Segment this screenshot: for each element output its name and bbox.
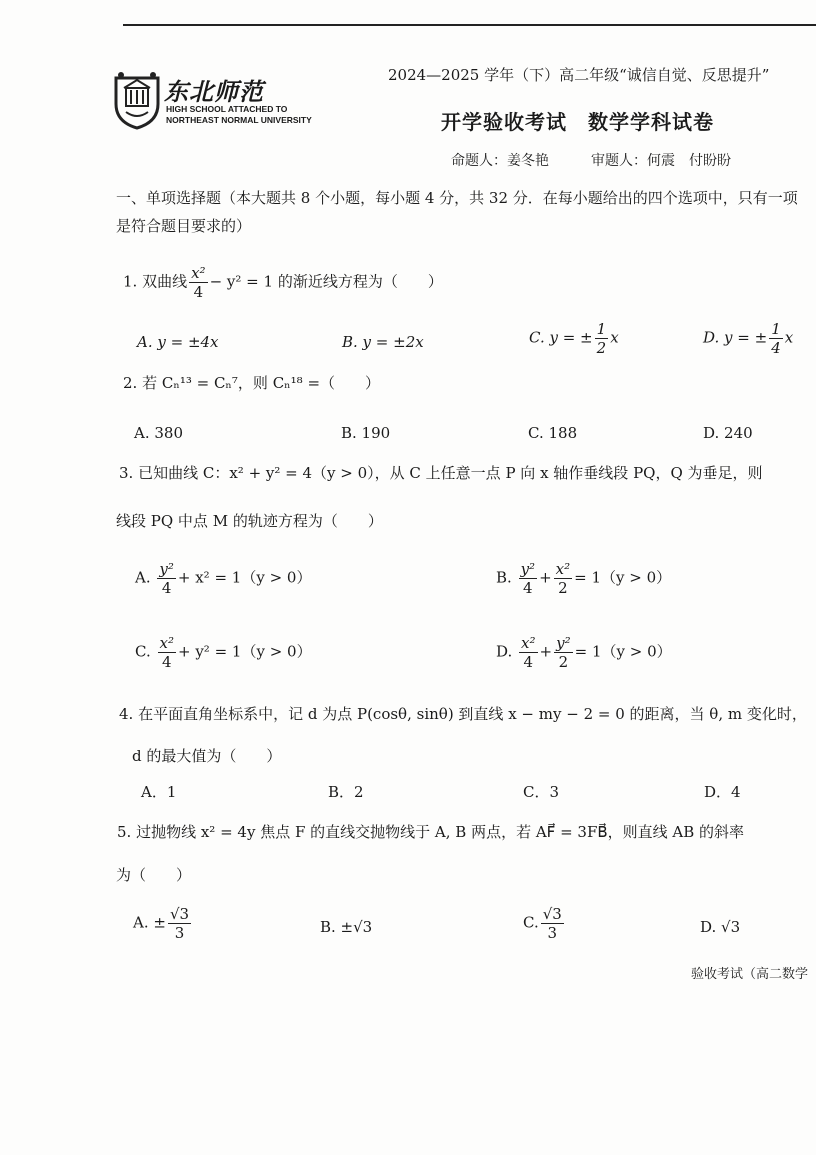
q5-c-num: √3 xyxy=(542,905,562,923)
q3-option-c xyxy=(135,634,312,671)
q1-d-frac xyxy=(769,320,783,357)
q1-d-pre: D. y = ± xyxy=(703,328,768,347)
q2-option-a: A. 380 xyxy=(134,424,183,442)
q3-c-label: C. xyxy=(135,642,151,661)
q5-a-num: √3 xyxy=(169,905,190,923)
question-4-line1: 4. 在平面直角坐标系中，记 d 为点 P(cosθ, sinθ) 到直线 x − my − 2 = 0 的距离，当 θ, m 变化时， xyxy=(119,705,807,723)
q3-d-den2: 2 xyxy=(558,653,569,671)
q1-c-pre: C. y = ± xyxy=(529,328,593,347)
q4-option-d: D．4 xyxy=(704,783,741,801)
q1-d-den: 4 xyxy=(771,339,781,357)
q3-c-num: x² xyxy=(159,634,174,652)
q3-b-post: = 1（y > 0） xyxy=(574,568,672,587)
q3-b-num1: y² xyxy=(520,560,536,578)
q5-option-c xyxy=(523,905,566,942)
logo-english-line1: HIGH SCHOOL ATTACHED TO xyxy=(166,104,288,114)
logo-english xyxy=(166,104,312,126)
q3-d-post: = 1（y > 0） xyxy=(574,642,672,661)
q3-d-den1: 4 xyxy=(523,653,534,671)
q3-a-post: + x² = 1（y > 0） xyxy=(177,568,312,587)
question-3-line2: 线段 PQ 中点 M 的轨迹方程为（ ） xyxy=(116,512,383,530)
q3-option-a xyxy=(135,560,311,597)
q5-option-d: D. √3 xyxy=(700,918,741,936)
q1-option-b: B. y = ±2x xyxy=(342,333,424,351)
logo-chinese: 东北师范 xyxy=(164,77,264,106)
q1-c-den: 2 xyxy=(596,339,607,357)
q3-option-b: B. $\frac{\text{y²}}{4}$ + $\frac{\text{x²}}{2}$ = 1（y > 0） xyxy=(496,560,672,597)
q1-prefix: 1. 双曲线 xyxy=(123,272,188,291)
q2-option-c: C. 188 xyxy=(528,424,578,442)
q2-option-d: D. 240 xyxy=(703,424,753,442)
q1-d-num: 1 xyxy=(771,320,781,338)
q3-b-den2: 2 xyxy=(558,579,568,597)
q3-a-label: A. xyxy=(135,568,151,587)
q1-option-a: A. y = ±4x xyxy=(137,333,219,351)
q5-option-b: B. ±√3 xyxy=(320,918,373,936)
exam-authors: 命题人：姜冬艳 审题人：何震 付盼盼 xyxy=(451,153,731,169)
q3-b-den1: 4 xyxy=(523,579,533,597)
q4-option-b: B．2 xyxy=(328,783,364,801)
q3-c-post: + y² = 1（y > 0） xyxy=(177,642,312,661)
top-rule xyxy=(123,24,816,26)
school-crest-icon xyxy=(112,70,162,130)
q1-option-c xyxy=(529,320,619,357)
q3-d-num2: y² xyxy=(556,634,571,652)
q3-b-num2: x² xyxy=(555,560,571,578)
q5-a-den: 3 xyxy=(174,924,185,942)
q3-a-num: y² xyxy=(159,560,174,578)
logo-english-line2: NORTHEAST NORMAL UNIVERSITY xyxy=(166,115,312,125)
q1-frac-num: x² xyxy=(191,264,206,282)
q5-a-pre: A. ± xyxy=(133,913,166,932)
q3-b-label: B. xyxy=(496,568,512,587)
q1-c-frac xyxy=(595,320,609,357)
q3-d-frac1 xyxy=(519,634,537,671)
q1-option-d xyxy=(703,320,793,357)
q5-c-pre: C. xyxy=(523,913,539,932)
q3-c-frac xyxy=(158,634,176,671)
question-1 xyxy=(123,264,443,301)
question-5-line2: 为（ ） xyxy=(116,866,192,884)
q4-option-c: C．3 xyxy=(523,783,560,801)
exam-series: 2024—2025 学年（下）高二年级“诚信自觉、反思提升” xyxy=(388,66,770,84)
q1-c-num: 1 xyxy=(596,320,607,338)
page-footer: 验收考试（高二数学 xyxy=(690,967,808,982)
q3-c-den: 4 xyxy=(161,653,172,671)
q5-option-a xyxy=(133,905,193,942)
q1-rest: − y² = 1 的渐近线方程为（ ） xyxy=(209,272,443,291)
school-logo xyxy=(112,70,312,132)
q3-a-den: 4 xyxy=(161,579,172,597)
q1-d-post: x xyxy=(784,328,794,347)
q5-c-frac xyxy=(541,905,564,942)
q3-b-frac1 xyxy=(519,560,538,597)
question-5-line1: 5. 过抛物线 x² = 4y 焦点 F 的直线交抛物线于 A, B 两点，若 AF⃗ = 3FB⃗，则直线 AB 的斜率 xyxy=(117,823,745,841)
q3-option-d: D. $\frac{\text{x²}}{4}$ + $\frac{\text{y²}}{2}$ = 1（y > 0） xyxy=(496,634,672,671)
q4-option-a: A．1 xyxy=(141,783,177,801)
question-4-line2: d 的最大值为（ ） xyxy=(132,747,282,765)
q3-d-label: D. xyxy=(496,642,513,661)
q3-d-frac2 xyxy=(554,634,573,671)
q1-c-post: x xyxy=(610,328,619,347)
exam-title: 开学验收考试 数学学科试卷 xyxy=(441,110,714,134)
question-3-line1: 3. 已知曲线 C：x² + y² = 4（y > 0），从 C 上任意一点 P 向 x 轴作垂线段 PQ，Q 为垂足，则 xyxy=(119,464,763,482)
q3-b-frac2 xyxy=(554,560,572,597)
q3-d-num1: x² xyxy=(521,634,536,652)
q5-a-frac xyxy=(168,905,191,942)
q1-frac-den: 4 xyxy=(193,283,204,301)
q2-option-b: B. 190 xyxy=(341,424,391,442)
q1-fraction xyxy=(189,264,207,301)
section-heading: 一、单项选择题（本大题共 8 个小题，每小题 4 分，共 32 分．在每小题给出的四个选项中，只有一项是符合题目要求的） xyxy=(116,189,798,235)
q3-a-frac xyxy=(157,560,176,597)
q5-c-den: 3 xyxy=(547,924,558,942)
question-2: 2. 若 Cₙ¹³ = Cₙ⁷，则 Cₙ¹⁸ =（ ） xyxy=(123,374,381,392)
